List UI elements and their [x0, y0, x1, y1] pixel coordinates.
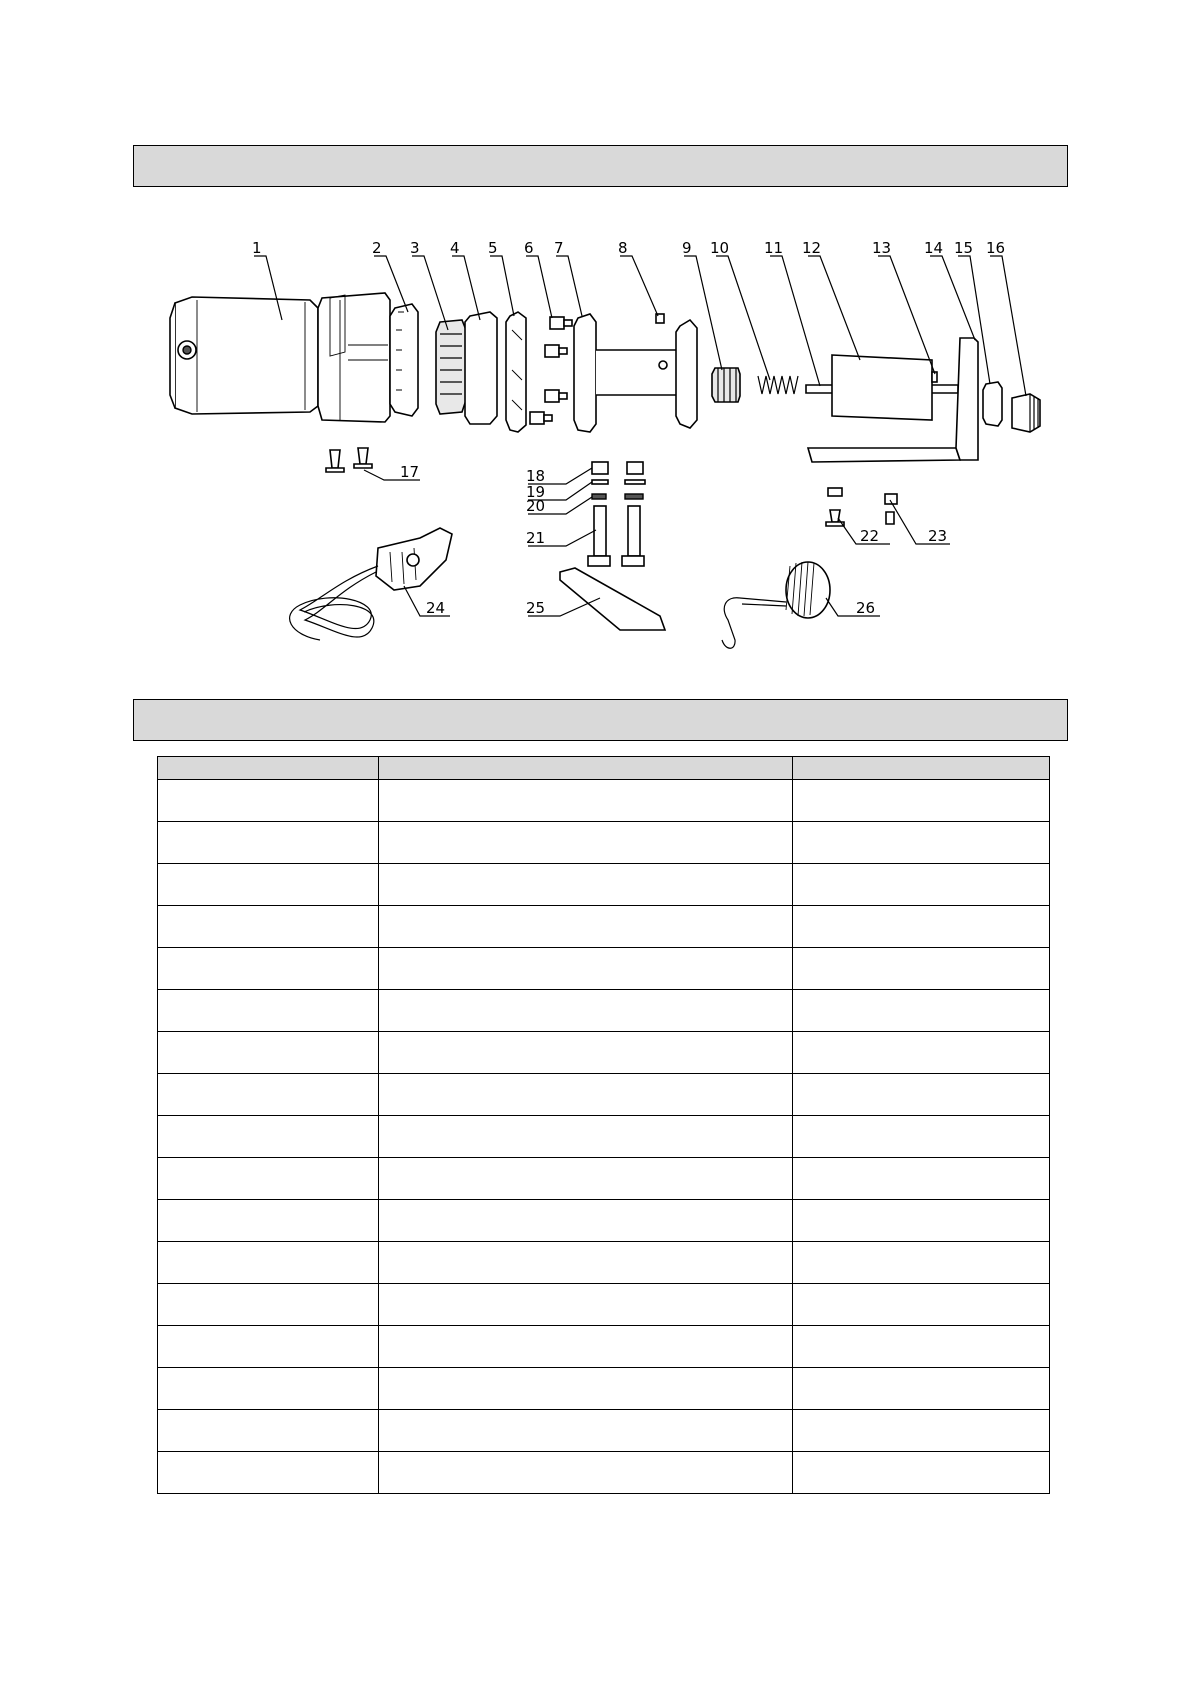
callout-18: 18: [526, 467, 546, 485]
table-cell: [793, 906, 1050, 948]
table-cell: [793, 864, 1050, 906]
table-cell: [793, 1242, 1050, 1284]
part-9-gear: [712, 368, 740, 402]
part-18-21-fasteners: [588, 462, 645, 566]
table-cell: [379, 906, 793, 948]
table-cell: [379, 1326, 793, 1368]
table-cell: [379, 1368, 793, 1410]
table-cell: [793, 1200, 1050, 1242]
column-header: [158, 757, 379, 780]
table-cell: [379, 1200, 793, 1242]
part-7-drum: [574, 314, 697, 432]
table-row: [158, 1032, 1050, 1074]
callout-13: 13: [872, 239, 892, 257]
table-cell: [158, 1200, 379, 1242]
table-cell: [379, 1032, 793, 1074]
table-row: [158, 1242, 1050, 1284]
table-row: [158, 990, 1050, 1032]
parts-list-section-header: [133, 699, 1068, 741]
table-row: [158, 1074, 1050, 1116]
callout-22: 22: [860, 527, 880, 545]
callout-1: 1: [252, 239, 262, 257]
table-row: [158, 1410, 1050, 1452]
part-26-cable-hook: [722, 562, 830, 648]
table-cell: [379, 780, 793, 822]
table-row: [158, 1200, 1050, 1242]
table-cell: [158, 1368, 379, 1410]
callout-20: 20: [526, 497, 546, 515]
table-cell: [158, 990, 379, 1032]
table-cell: [158, 780, 379, 822]
table-cell: [793, 780, 1050, 822]
table-cell: [379, 990, 793, 1032]
table-row: [158, 1368, 1050, 1410]
table-cell: [158, 1242, 379, 1284]
table-cell: [158, 1452, 379, 1494]
table-cell: [793, 1410, 1050, 1452]
callout-4: 4: [450, 239, 460, 257]
callout-7: 7: [554, 239, 564, 257]
callout-11: 11: [764, 239, 784, 257]
part-17-screws: [326, 448, 372, 472]
callout-17: 17: [400, 463, 420, 481]
table-cell: [793, 1452, 1050, 1494]
table-cell: [793, 1368, 1050, 1410]
table-cell: [379, 1116, 793, 1158]
callout-9: 9: [682, 239, 692, 257]
table-row: [158, 780, 1050, 822]
table-cell: [793, 1284, 1050, 1326]
table-cell: [158, 1284, 379, 1326]
part-22-23-nuts: [826, 488, 897, 526]
part-15-bushing: [983, 382, 1002, 426]
callout-5: 5: [488, 239, 498, 257]
table-cell: [379, 948, 793, 990]
table-cell: [793, 822, 1050, 864]
exploded-parts-diagram: [0, 0, 1192, 700]
table-cell: [158, 822, 379, 864]
table-cell: [793, 1326, 1050, 1368]
table-row: [158, 906, 1050, 948]
table-cell: [158, 864, 379, 906]
table-cell: [793, 1116, 1050, 1158]
table-cell: [158, 1410, 379, 1452]
callout-8: 8: [618, 239, 628, 257]
callout-14: 14: [924, 239, 944, 257]
callout-16: 16: [986, 239, 1006, 257]
table-cell: [158, 1074, 379, 1116]
table-cell: [379, 1242, 793, 1284]
table-cell: [158, 1116, 379, 1158]
table-row: [158, 948, 1050, 990]
part-6-bolts: [530, 317, 572, 424]
part-25-strap: [560, 568, 665, 630]
table-cell: [793, 1158, 1050, 1200]
part-16-knob: [1012, 394, 1040, 432]
table-cell: [158, 948, 379, 990]
table-cell: [379, 1158, 793, 1200]
table-row: [158, 1326, 1050, 1368]
table-row: [158, 1284, 1050, 1326]
callout-26: 26: [856, 599, 876, 617]
column-header: [379, 757, 793, 780]
table-cell: [379, 822, 793, 864]
callout-2: 2: [372, 239, 382, 257]
callout-24: 24: [426, 599, 446, 617]
table-cell: [379, 1410, 793, 1452]
table-header-row: [158, 757, 1050, 780]
part-10-spring: [758, 376, 798, 394]
table-cell: [379, 864, 793, 906]
table-row: [158, 864, 1050, 906]
callout-6: 6: [524, 239, 534, 257]
part-4-plate: [465, 312, 497, 424]
table-row: [158, 822, 1050, 864]
callout-3: 3: [410, 239, 420, 257]
table-cell: [379, 1452, 793, 1494]
callout-12: 12: [802, 239, 822, 257]
table-cell: [793, 1074, 1050, 1116]
table-row: [158, 1452, 1050, 1494]
callout-21: 21: [526, 529, 546, 547]
column-header: [793, 757, 1050, 780]
parts-list-table: [157, 756, 1050, 1494]
table-row: [158, 1158, 1050, 1200]
table-cell: [379, 1284, 793, 1326]
table-cell: [793, 1032, 1050, 1074]
part-24-remote-switch: [290, 528, 452, 640]
part-5-housing: [506, 312, 526, 432]
callout-23: 23: [928, 527, 948, 545]
table-cell: [158, 906, 379, 948]
callout-10: 10: [710, 239, 730, 257]
callout-25: 25: [526, 599, 546, 617]
table-cell: [379, 1074, 793, 1116]
table-cell: [793, 990, 1050, 1032]
callout-19: 19: [526, 483, 546, 501]
table-cell: [158, 1032, 379, 1074]
callout-15: 15: [954, 239, 974, 257]
part-3-gear: [436, 320, 466, 414]
part-12-bracket: [808, 338, 978, 462]
part-2-ring: [390, 304, 418, 416]
table-cell: [158, 1158, 379, 1200]
table-cell: [793, 948, 1050, 990]
table-row: [158, 1116, 1050, 1158]
table-cell: [158, 1326, 379, 1368]
